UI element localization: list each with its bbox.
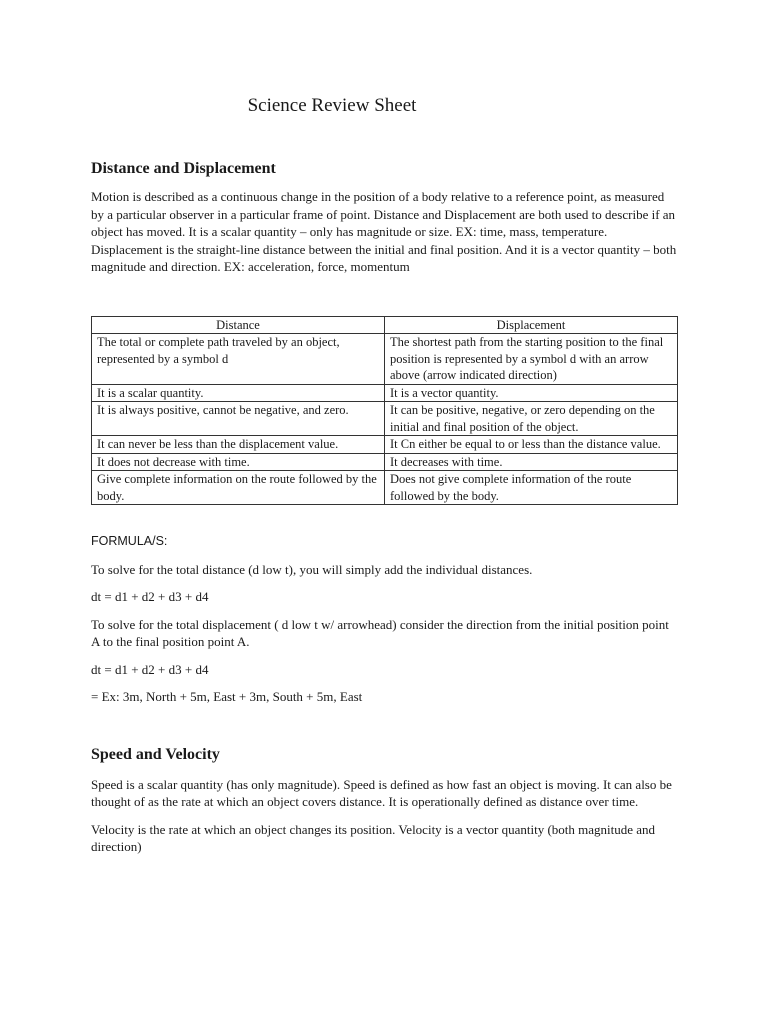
- table-row: [92, 471, 678, 505]
- table-cell: It decreases with time.: [385, 453, 678, 471]
- table-cell: Give complete information on the route followed by the body.: [92, 471, 385, 505]
- table-cell: It can never be less than the displacement value.: [92, 436, 385, 454]
- section-heading-speed: Speed and Velocity: [91, 745, 220, 763]
- formula-distance-description: To solve for the total distance (d low t), you will simply add the individual distances.: [91, 561, 533, 577]
- formula-label: FORMULA/S:: [91, 534, 168, 548]
- table-cell: Does not give complete information of the route followed by the body.: [385, 471, 678, 505]
- table-cell: It Cn either be equal to or less than the distance value.: [385, 436, 678, 454]
- comparison-table: [91, 316, 678, 506]
- table-row: [92, 436, 678, 454]
- table-row: [92, 453, 678, 471]
- intro-paragraph: Motion is described as a continuous change in the position of a body relative to a reference point, as measured by a particular observer in a particular frame of point. Distance and Displacement are both used to describe if an object has moved. It is a scalar quantity – only has magnitude or size. EX: time, mass, temperature. Displacement is the straight-line distance between the initial and final position. And it is a vector quantity – both magnitude and direction. EX: acceleration, force, momentum: [91, 189, 677, 274]
- table-cell: It is always positive, cannot be negative, and zero.: [92, 402, 385, 436]
- formula-distance-equation: dt = d1 + d2 + d3 + d4: [91, 589, 209, 604]
- velocity-paragraph: Velocity is the rate at which an object changes its position. Velocity is a vector quantity (both magnitude and direction): [91, 821, 656, 854]
- speed-paragraph: Speed is a scalar quantity (has only magnitude). Speed is defined as how fast an object is moving. It can also be thought of as the rate at which an object covers distance. It is operationally defined as distance over time.: [91, 776, 672, 809]
- table-row: [92, 384, 678, 402]
- formula-displacement-description: To solve for the total displacement ( d low t w/ arrowhead) consider the direction from the initial position point A to the final position point A.: [91, 616, 669, 649]
- document-body: [91, 158, 678, 856]
- table-cell: The total or complete path traveled by an object, represented by a symbol d: [92, 334, 385, 385]
- formula-displacement-equation: dt = d1 + d2 + d3 + d4: [91, 661, 209, 677]
- table-cell: It is a scalar quantity.: [92, 384, 385, 402]
- table-row: [92, 402, 678, 436]
- formula-example: = Ex: 3m, North + 5m, East + 3m, South + 5m, East: [91, 689, 363, 704]
- table-header-row: [92, 316, 678, 334]
- table-header-displacement: Displacement: [385, 316, 678, 334]
- table-cell: It does not decrease with time.: [92, 453, 385, 471]
- table-cell: The shortest path from the starting position to the final position is represented by a symbol d with an arrow above (arrow indicated direction): [385, 334, 678, 385]
- table-cell: It is a vector quantity.: [385, 384, 678, 402]
- section-heading-distance: Distance and Displacement: [91, 160, 276, 177]
- page-title: Science Review Sheet: [247, 95, 417, 116]
- table-row: [92, 334, 678, 385]
- table-header-distance: Distance: [92, 316, 385, 334]
- table-cell: It can be positive, negative, or zero depending on the initial and final position of the object.: [385, 402, 678, 436]
